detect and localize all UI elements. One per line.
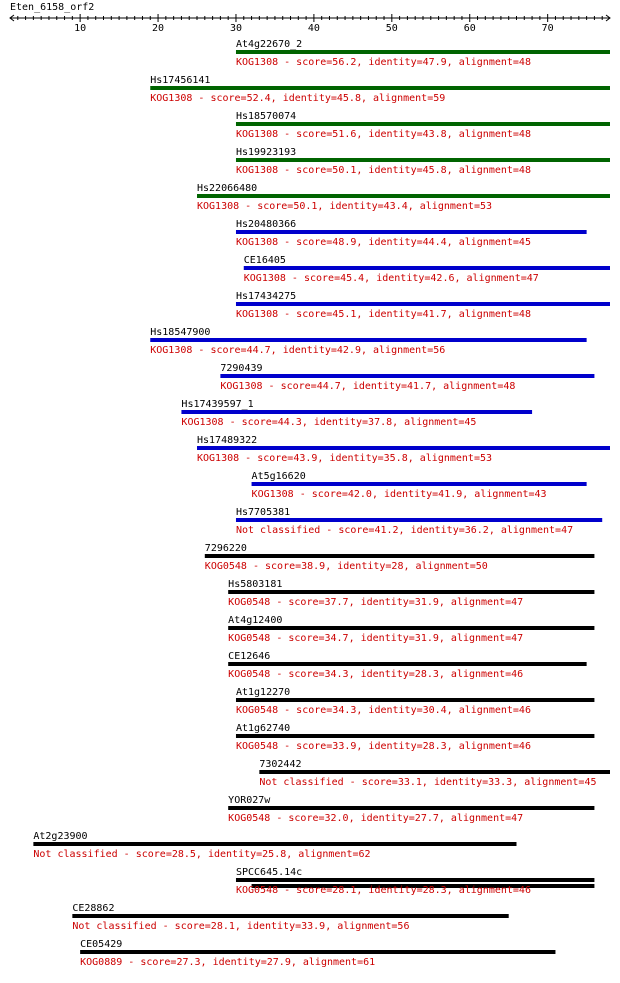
hit-row [236,147,610,176]
hit-name: SPCC645.14c [235,867,303,878]
hit-row [228,795,594,824]
hit-bar [236,698,594,702]
hit-name: At1g12270 [235,687,291,698]
axis-tick-label: 30 [229,23,242,34]
axis-tick-label: 20 [152,23,165,34]
hit-list [33,39,610,968]
hit-description: KOG1308 - score=44.7, identity=42.9, alignment=56 [150,345,446,356]
hit-description: KOG1308 - score=48.9, identity=44.4, alignment=45 [235,237,531,248]
axis-tick-label: 70 [541,23,554,34]
hit-description: KOG1308 - score=43.9, identity=35.8, alignment=53 [197,453,493,464]
hit-row [236,291,610,320]
hit-row [72,903,508,932]
hit-name: 7302442 [259,759,302,770]
hit-bar [150,86,610,90]
hit-row [228,615,594,644]
hit-name: At2g23900 [33,831,88,842]
hit-bar [236,878,594,882]
hit-name: Hs17434275 [235,291,297,302]
hit-bar [205,554,595,558]
hit-description: KOG0548 - score=34.3, identity=30.4, alignment=46 [235,705,531,716]
hit-bar [228,590,594,594]
hit-name: CE05429 [80,939,123,950]
hit-bar [236,230,587,234]
hit-name: CE12646 [228,651,271,662]
hit-description: KOG1308 - score=52.4, identity=45.8, alignment=59 [150,93,446,104]
hit-row [150,327,586,356]
query-title: Eten_6158_orf2 [10,2,95,13]
hit-name: Hs19923193 [235,147,297,158]
hit-name: At4g22670_2 [235,39,303,50]
hit-row [197,435,610,464]
hit-description: KOG0548 - score=32.0, identity=27.7, alignment=47 [228,813,524,824]
axis-tick-label: 50 [385,23,398,34]
hit-row [33,831,516,860]
hit-description: KOG0548 - score=37.7, identity=31.9, alignment=47 [228,597,524,608]
hit-row [228,651,586,680]
hit-row [259,759,610,788]
hit-row [236,219,587,248]
hit-description: KOG1308 - score=50.1, identity=45.8, alignment=48 [235,165,531,176]
hit-row [80,939,555,968]
hit-description: KOG1308 - score=45.1, identity=41.7, alignment=48 [235,309,531,320]
hit-name: Hs22066480 [197,183,258,194]
hit-row [181,399,532,428]
hit-description: KOG0548 - score=38.9, identity=28, alignment=50 [204,561,488,572]
hit-bar [252,482,587,486]
hit-bar [80,950,555,954]
hit-name: At5g16620 [251,471,306,482]
hit-bar [197,446,610,450]
hit-description: KOG0548 - score=28.1, identity=28.3, alignment=46 [235,885,531,896]
hit-row [220,363,594,392]
hit-row [236,39,610,68]
hit-bar [236,518,602,522]
hit-row [236,687,594,716]
hit-name: Hs17439597_1 [181,399,254,410]
hit-description: KOG1308 - score=45.4, identity=42.6, alignment=47 [243,273,539,284]
hit-bar [150,338,586,342]
hit-name: Hs5803181 [228,579,283,590]
hit-description: Not classified - score=33.1, identity=33.3, alignment=45 [259,777,597,788]
hit-row [252,471,587,500]
hit-name: Hs17489322 [197,435,258,446]
hit-bar [181,410,532,414]
hit-bar [236,734,594,738]
hit-description: KOG0548 - score=33.9, identity=28.3, alignment=46 [235,741,531,752]
hit-name: 7296220 [204,543,247,554]
hit-description: KOG0548 - score=34.7, identity=31.9, alignment=47 [228,633,524,644]
hit-bar [236,50,610,54]
hit-name: Hs18570074 [235,111,297,122]
hit-description: Not classified - score=28.1, identity=33.9, alignment=56 [72,921,410,932]
hit-bar [228,806,594,810]
sequence-axis [10,14,610,34]
hit-description: KOG0548 - score=34.3, identity=28.3, alignment=46 [228,669,524,680]
hit-description: Not classified - score=41.2, identity=36.2, alignment=47 [235,525,574,536]
hit-bar [197,194,610,198]
hit-name: YOR027w [228,795,271,806]
hit-row [150,75,610,104]
hit-bar [236,122,610,126]
hit-row [236,507,602,536]
hit-description: KOG1308 - score=42.0, identity=41.9, alignment=43 [251,489,547,500]
hit-row [236,867,594,896]
hit-name: At1g62740 [235,723,291,734]
hit-row [228,579,594,608]
hit-bar [259,770,610,774]
hit-row [197,183,610,212]
hit-row [236,111,610,140]
axis-tick-label: 40 [307,23,320,34]
axis-tick-label: 10 [74,23,87,34]
hit-row [244,255,610,284]
hit-bar [72,914,508,918]
hit-row [205,543,595,572]
hit-name: CE28862 [72,903,115,914]
hit-name: CE16405 [243,255,286,266]
hit-bar [33,842,516,846]
hit-description: KOG1308 - score=56.2, identity=47.9, alignment=48 [235,57,531,68]
hit-description: Not classified - score=28.5, identity=25.8, alignment=62 [33,849,371,860]
hit-row [236,723,594,752]
hit-bar [228,662,586,666]
hit-name: Hs18547900 [150,327,211,338]
axis-tick-label: 60 [463,23,476,34]
hit-description: KOG1308 - score=44.3, identity=37.8, alignment=45 [181,417,477,428]
hit-name: Hs7705381 [235,507,291,518]
hit-description: KOG0889 - score=27.3, identity=27.9, alignment=61 [80,957,376,968]
hit-bar [228,626,594,630]
hit-description: KOG1308 - score=51.6, identity=43.8, alignment=48 [235,129,531,140]
hit-bar [244,266,610,270]
hit-description: KOG1308 - score=44.7, identity=41.7, alignment=48 [220,381,516,392]
hit-description: KOG1308 - score=50.1, identity=43.4, alignment=53 [197,201,493,212]
hit-bar [220,374,594,378]
hit-bar [236,302,610,306]
hit-name: At4g12400 [228,615,283,626]
hit-name: Hs17456141 [150,75,211,86]
hit-bar [236,158,610,162]
hit-name: 7290439 [220,363,263,374]
hit-name: Hs20480366 [235,219,297,230]
